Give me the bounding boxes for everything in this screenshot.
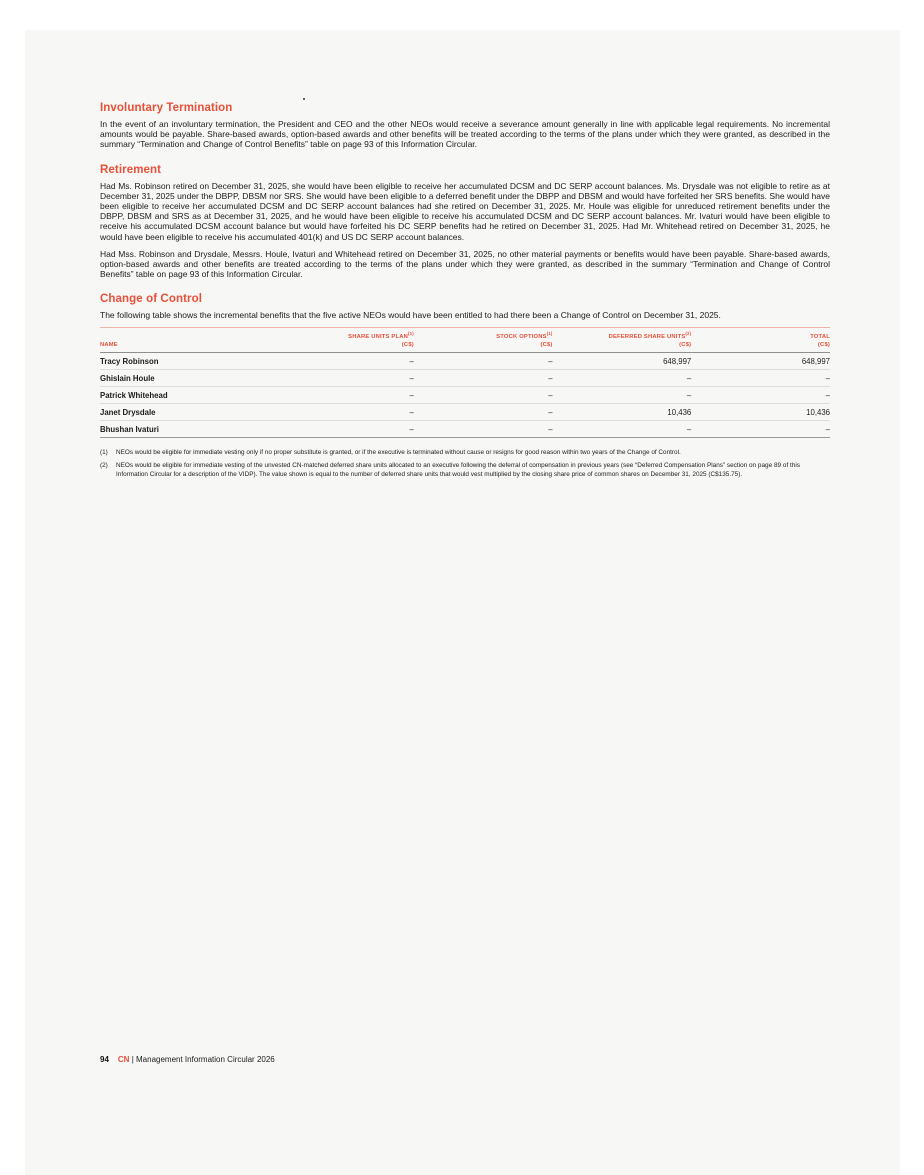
cell-name: Patrick Whitehead [100, 387, 275, 404]
cell-deferred-share-units: – [553, 421, 692, 438]
column-header-label: TOTAL [810, 334, 830, 341]
cell-total: – [691, 421, 830, 438]
cell-stock-options: – [414, 404, 553, 421]
column-header-unit: (C$) [401, 342, 414, 349]
column-header-deferred-share-units [553, 328, 692, 353]
footnote-ref: (2) [685, 331, 692, 337]
column-header-share-units-plan [275, 328, 414, 353]
column-header-label: DEFERRED SHARE UNITS$^{(2)}$ [608, 331, 692, 341]
cell-stock-options: – [414, 387, 553, 404]
cell-share-units: – [275, 353, 414, 370]
column-header-stock-options [414, 328, 553, 353]
cell-total: 10,436 [691, 404, 830, 421]
table-row [100, 404, 830, 421]
table-row [100, 370, 830, 387]
section-heading-change-of-control: Change of Control [100, 293, 202, 306]
section-heading-retirement: Retirement [100, 163, 162, 176]
footnote-1 [100, 449, 830, 458]
cell-deferred-share-units: 10,436 [553, 404, 692, 421]
body-paragraph: The following table shows the incremental benefits that the five active NEOs would have been entitled to had there been a Change of Control on December 31, 2025. [100, 310, 721, 321]
column-header-total [691, 328, 830, 353]
body-paragraph: Had Ms. Robinson retired on December 31, 2025, she would have been eligible to receive her accumulated DCSM and DC SERP account balances. Ms. Drysdale was not eligible to retire as at December 31, 2025 under the DBPP, DBSM nor SRS. She would have been eligible to a deferred benefit under the DBPP and DBSM and would have forfeited her SRS benefits. She would have been eligible to receive her accumulated DCSM and DC SERP account balances had she retired on December 31, 2025. Mr. Houle was eligible for unreduced retirement benefits under the DBPP, DBSM and SRS as at December 31, 2025, and he would have been eligible to receive his accumulated DCSM and DC SERP account balances. Mr. Ivaturi would have been eligible to receive his accumulated DCSM account balance but would have forfeited his DC SERP benefits had he retired on December 31, 2025. Had Mr. Whitehead retired on December 31, 2025, he would have been eligible to receive his accumulated 401(k) and US DC SERP account balances. [100, 180, 830, 242]
cell-deferred-share-units: 648,997 [553, 353, 692, 370]
cell-name: Janet Drysdale [100, 404, 275, 421]
column-header-label: NAME [100, 342, 118, 349]
stray-mark [303, 98, 305, 100]
footnotes [100, 449, 830, 479]
cell-total: – [691, 387, 830, 404]
cell-share-units: – [275, 387, 414, 404]
cell-deferred-share-units: – [553, 387, 692, 404]
table-row [100, 387, 830, 404]
cell-stock-options: – [414, 353, 553, 370]
cell-name: Ghislain Houle [100, 370, 275, 387]
column-header-label: SHARE UNITS PLAN$^{(1)}$ [348, 331, 414, 341]
footnote-marker: (1) [100, 449, 108, 457]
table-row [100, 353, 830, 370]
cell-share-units: – [275, 404, 414, 421]
benefits-table [100, 327, 830, 438]
cell-name: Tracy Robinson [100, 353, 275, 370]
footnote-ref: (1) [408, 331, 414, 337]
body-paragraph: Had Mss. Robinson and Drysdale, Messrs. Houle, Ivaturi and Whitehead retired on December 31, 2025, no other material payments or benefits would have been payable. Share-based awards, option-based awards and other benefits are treated according to the terms of the plans under which they were granted, as described in the summary “Termination and Change of Control Benefits” table on page 93 of this Information Circular. [100, 248, 830, 280]
footnote-text: NEOs would be eligible for immediate vesting of the unvested CN-matched deferred share units allocated to an executive following the deferral of compensation in previous years (see “Deferred Compensation Plans” section on page 89 of this Information Circular for a description of the VIDP). The value shown is equal to the number of deferred share units that would vest multiplied by the closing share price of common shares on December 31, 2025 (C$135.75). [116, 461, 800, 478]
column-header-unit: (C$) [679, 342, 692, 349]
column-header-label: STOCK OPTIONS$^{(1)}$ [496, 331, 553, 341]
cell-total: 648,997 [691, 353, 830, 370]
document-page [25, 30, 900, 1175]
footnote-2 [100, 462, 830, 480]
page-content [100, 88, 830, 483]
cell-deferred-share-units: – [553, 370, 692, 387]
footnote-text: NEOs would be eligible for immediate vesting only if no proper substitute is granted, or if the executive is terminated without cause or resigns for good reason within two years of the Change of Control. [116, 449, 681, 457]
cell-stock-options: – [414, 370, 553, 387]
footnote-ref: (1) [546, 331, 553, 337]
cell-share-units: – [275, 370, 414, 387]
table-header-row [100, 328, 830, 353]
footnote-marker: (2) [100, 461, 108, 469]
column-header-name [100, 328, 275, 353]
table-row [100, 421, 830, 438]
cell-stock-options: – [414, 421, 553, 438]
column-header-unit: (C$) [817, 342, 830, 349]
body-paragraph: In the event of an involuntary termination, the President and CEO and the other NEOs would receive a severance amount generally in line with applicable legal requirements. No incremental amounts would be payable. Share-based awards, option-based awards and other benefits will be treated according to the terms of the plans under which they were granted, as described in the summary “Termination and Change of Control Benefits” table on page 93 of this Information Circular. [100, 119, 830, 150]
footer-label: | Management Information Circular 2026 [131, 1055, 275, 1064]
page-number: 94 [100, 1055, 109, 1064]
cell-share-units: – [275, 421, 414, 438]
cell-name: Bhushan Ivaturi [100, 421, 275, 438]
cell-total: – [691, 370, 830, 387]
brand-cn: CN [117, 1055, 130, 1064]
page-footer [100, 1055, 275, 1064]
column-header-unit: (C$) [540, 342, 553, 349]
section-heading-involuntary-termination: Involuntary Termination [100, 102, 233, 114]
